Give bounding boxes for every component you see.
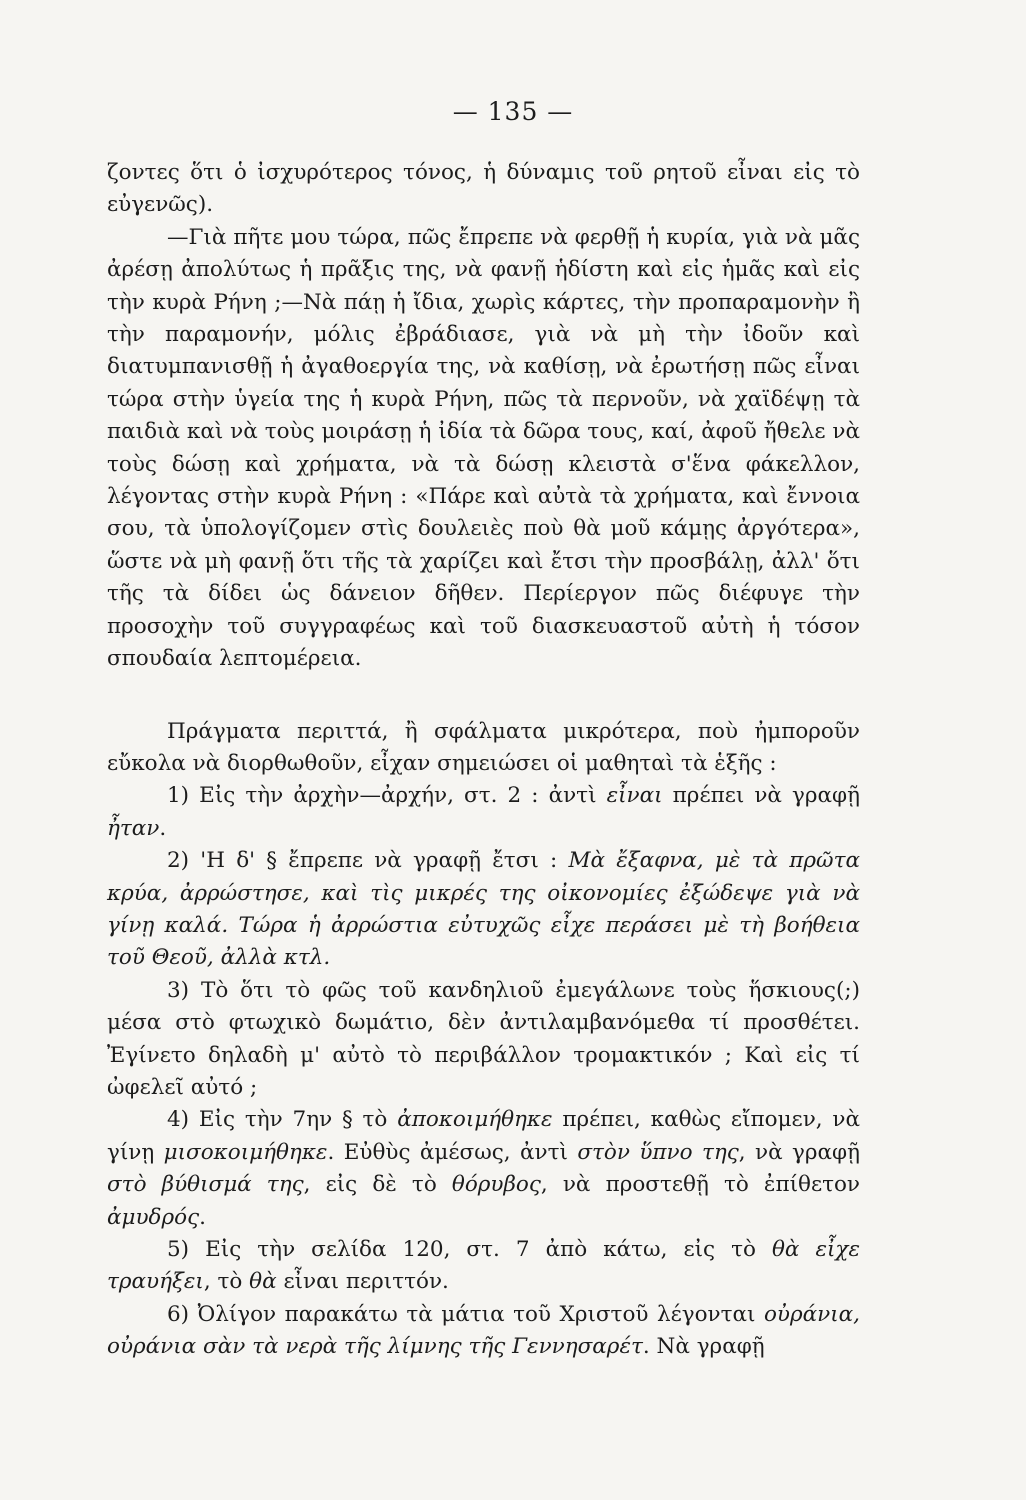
italic-run: θὰ εἶχε τραυήξει bbox=[107, 1237, 860, 1295]
list-item-1 bbox=[107, 780, 860, 845]
italic-run: ἀποκοιμήθηκε bbox=[397, 1107, 553, 1133]
page-body bbox=[107, 157, 860, 1364]
italic-run: θὰ bbox=[249, 1269, 277, 1295]
list-item-6 bbox=[107, 1299, 860, 1364]
text-run: . bbox=[199, 1204, 206, 1230]
text-run: πρέπει νὰ γραφῇ bbox=[662, 783, 860, 809]
list-item-5 bbox=[107, 1234, 860, 1299]
italic-run: στὸν ὕπνο της bbox=[577, 1139, 739, 1165]
paragraph-intro-list: Πράγματα περιττά, ἢ σφάλματα μικρότερα, ποὺ ἠμποροῦν εὔκολα νὰ διορθωθοῦν, εἶχαν σημειώσει οἱ μαθηταὶ τὰ ἑξῆς : bbox=[107, 718, 860, 776]
text-run: 4) Εἰς τὴν 7ην § τὸ bbox=[167, 1107, 398, 1133]
text-run: 2) 'Η δ' § ἔπρεπε νὰ γραφῇ ἔτσι : bbox=[167, 848, 569, 874]
text-run: εἶναι περιττόν. bbox=[276, 1269, 449, 1295]
text-run: 6) Ὀλίγον παρακάτω τὰ μάτια τοῦ Χριστοῦ λέγονται bbox=[167, 1301, 764, 1327]
text-run: , τὸ bbox=[203, 1269, 250, 1295]
list-item-2 bbox=[107, 845, 860, 975]
text-run: . Νὰ γραφῇ bbox=[642, 1334, 765, 1360]
italic-run: θόρυβος bbox=[451, 1172, 541, 1198]
italic-run: ἀμυδρός bbox=[107, 1204, 200, 1230]
text-run: 1) Εἰς τὴν ἀρχὴν—ἀρχήν, στ. 2 : ἀντὶ bbox=[167, 783, 607, 809]
list-item-3: 3) Τὸ ὅτι τὸ φῶς τοῦ κανδηλιοῦ ἐμεγάλωνε τοὺς ἥσκιους(;) μέσα στὸ φτωχικὸ δωμάτιο, δὲν ἀντιλαμβανόμεθα τί προσθέτει. Ἐγίνετο δηλαδὴ μ' αὐτὸ τὸ περιβάλλον τρομακτικόν ; Καὶ εἰς τί ὠφελεῖ αὐτό ; bbox=[107, 977, 860, 1100]
italic-run: οὐράνια, οὐράνια σὰν τὰ νερὰ τῆς λίμνης τῆς Γεννησαρέτ bbox=[107, 1301, 860, 1360]
paragraph-continuation: ζοντες ὅτι ὁ ἰσχυρότερος τόνος, ἡ δύναμις τοῦ ρητοῦ εἶναι εἰς τὸ εὐγενῶς). bbox=[107, 160, 860, 218]
page-number: — 135 — bbox=[452, 97, 574, 126]
italic-run: ἦταν bbox=[107, 815, 160, 841]
italic-run: εἶναι bbox=[606, 783, 663, 809]
italic-run: στὸ βύθισμά της bbox=[107, 1172, 304, 1198]
text-run: , νὰ γραφῇ bbox=[738, 1139, 860, 1165]
italic-run: μισοκοιμήθηκε bbox=[163, 1139, 328, 1165]
italic-run: Μὰ ἔξαφνα, μὲ τὰ πρῶτα κρύα, ἀρρώστησε, καὶ τὶς μικρές της οἰκονομίες ἐξώδεψε γιὰ νὰ γίνῃ καλά. Τώρα ἡ ἀρρώστια εὐτυχῶς εἶχε περάσει μὲ τὴ βοήθεια τοῦ Θεοῦ, ἀλλὰ κτλ. bbox=[107, 848, 860, 971]
text-run: , εἰς δὲ τὸ bbox=[303, 1172, 452, 1198]
text-run: 5) Εἰς τὴν σελίδα 120, στ. 7 ἀπὸ κάτω, εἰς τὸ bbox=[167, 1237, 772, 1262]
list-item-4 bbox=[107, 1104, 860, 1234]
text-run: . Εὐθὺς ἀμέσως, ἀντὶ bbox=[327, 1139, 578, 1165]
text-run: . bbox=[159, 815, 167, 841]
paragraph-spacer bbox=[107, 676, 860, 716]
text-run: , νὰ προστεθῇ τὸ ἐπίθετον bbox=[540, 1172, 860, 1198]
paragraph-dialogue: —Γιὰ πῆτε μου τώρα, πῶς ἔπρεπε νὰ φερθῇ ἡ κυρία, γιὰ νὰ μᾶς ἀρέσῃ ἀπολύτως ἡ πρᾶξις της, νὰ φανῇ ἡδίστη καὶ εἰς ἡμᾶς καὶ εἰς τὴν κυρὰ Ρήνη ;—Νὰ πάῃ ἡ ἴδια, χωρὶς κάρτες, τὴν προπαραμονὴν ἢ τὴν παραμονήν, μόλις ἐβράδιασε, γιὰ νὰ μὴ τὴν ἰδοῦν καὶ διατυμπανισθῇ ἡ ἀγαθοεργία της, νὰ καθίσῃ, νὰ ἐρωτήσῃ πῶς εἶναι τώρα στὴν ὑγεία της ἡ κυρὰ Ρήνη, πῶς τὰ περνοῦν, νὰ χαϊδέψῃ τὰ παιδιὰ καὶ νὰ τοὺς μοιράσῃ ἡ ἰδία τὰ δῶρα τους, καί, ἀφοῦ ἤθελε νὰ τοὺς δώσῃ καὶ χρήματα, νὰ τὰ δώσῃ κλειστὰ σ'ἕνα φάκελλον, λέγοντας στὴν κυρὰ Ρήνη : «Πάρε καὶ αὐτὰ τὰ χρήματα, καὶ ἔννοια σου, τὰ ὑπολογίζομεν στὶς δουλειὲς ποὺ θὰ μοῦ κάμῃς ἀργότερα», ὥστε νὰ μὴ φανῇ ὅτι τῆς τὰ χαρίζει καὶ ἔτσι τὴν προσβάλῃ, ἀλλ' ὅτι τῆς τὰ δίδει ὡς δάνειον δῆθεν. Περίεργον πῶς διέφυγε τὴν προσοχὴν τοῦ συγγραφέως καὶ τοῦ διασκευαστοῦ αὐτὴ ἡ τόσον σπουδαία λεπτομέρεια. bbox=[107, 224, 860, 672]
text-run: πρέπει, καθὼς εἴπομεν, νὰ γίνῃ bbox=[107, 1107, 860, 1165]
